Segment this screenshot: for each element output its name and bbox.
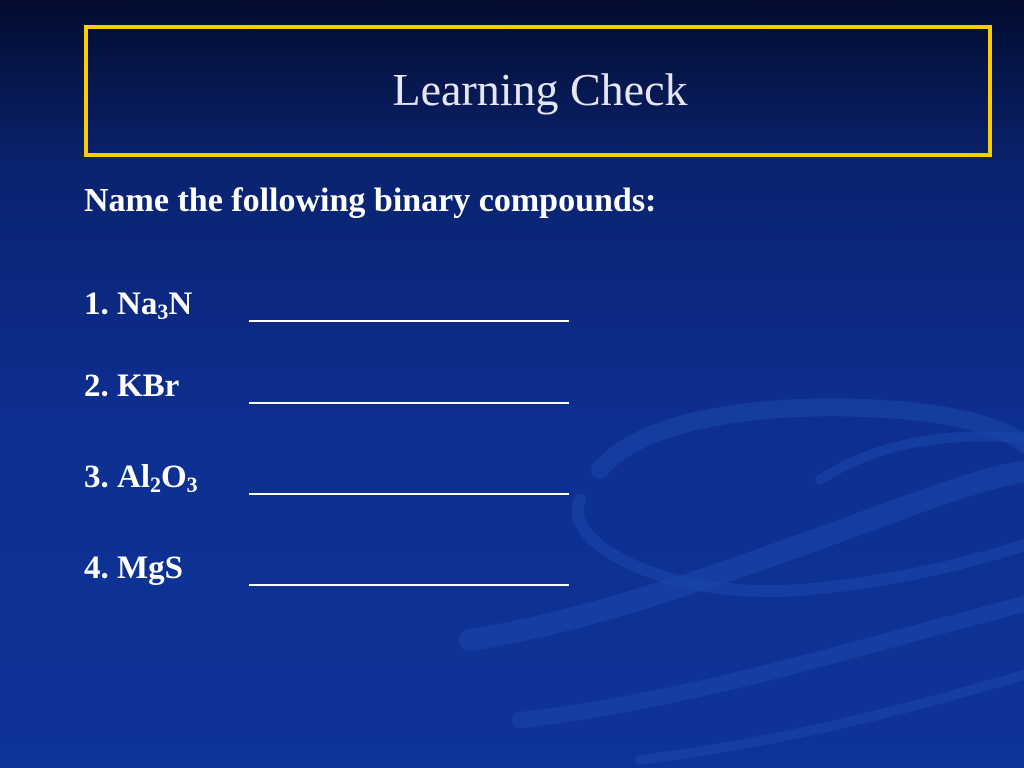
chemical-formula [117, 550, 183, 587]
answer-blank [249, 493, 569, 495]
question-item-2 [84, 368, 604, 412]
formula-text: O [161, 459, 187, 495]
answer-blank [249, 402, 569, 404]
slide-title: Learning Check [392, 63, 688, 115]
formula-text: Al [117, 459, 150, 495]
chemical-formula [117, 286, 192, 323]
formula-text: Na [117, 286, 158, 322]
answer-blank [249, 584, 569, 586]
item-number: 2. [84, 368, 109, 404]
item-number: 3. [84, 459, 109, 495]
slide-prompt: Name the following binary compounds: [84, 182, 657, 219]
question-item-4 [84, 550, 604, 594]
formula-subscript: 3 [186, 472, 198, 497]
chemical-formula [117, 368, 179, 405]
question-item-1 [84, 286, 604, 330]
answer-blank [249, 320, 569, 322]
formula-text: KBr [117, 368, 180, 404]
item-number: 1. [84, 286, 109, 322]
chemical-formula [117, 459, 198, 496]
formula-text: MgS [117, 550, 183, 586]
formula-text: N [168, 286, 193, 322]
title-frame [84, 25, 992, 157]
question-item-3 [84, 459, 604, 503]
formula-subscript: 3 [157, 299, 169, 324]
formula-subscript: 2 [150, 472, 161, 497]
item-number: 4. [84, 550, 109, 586]
